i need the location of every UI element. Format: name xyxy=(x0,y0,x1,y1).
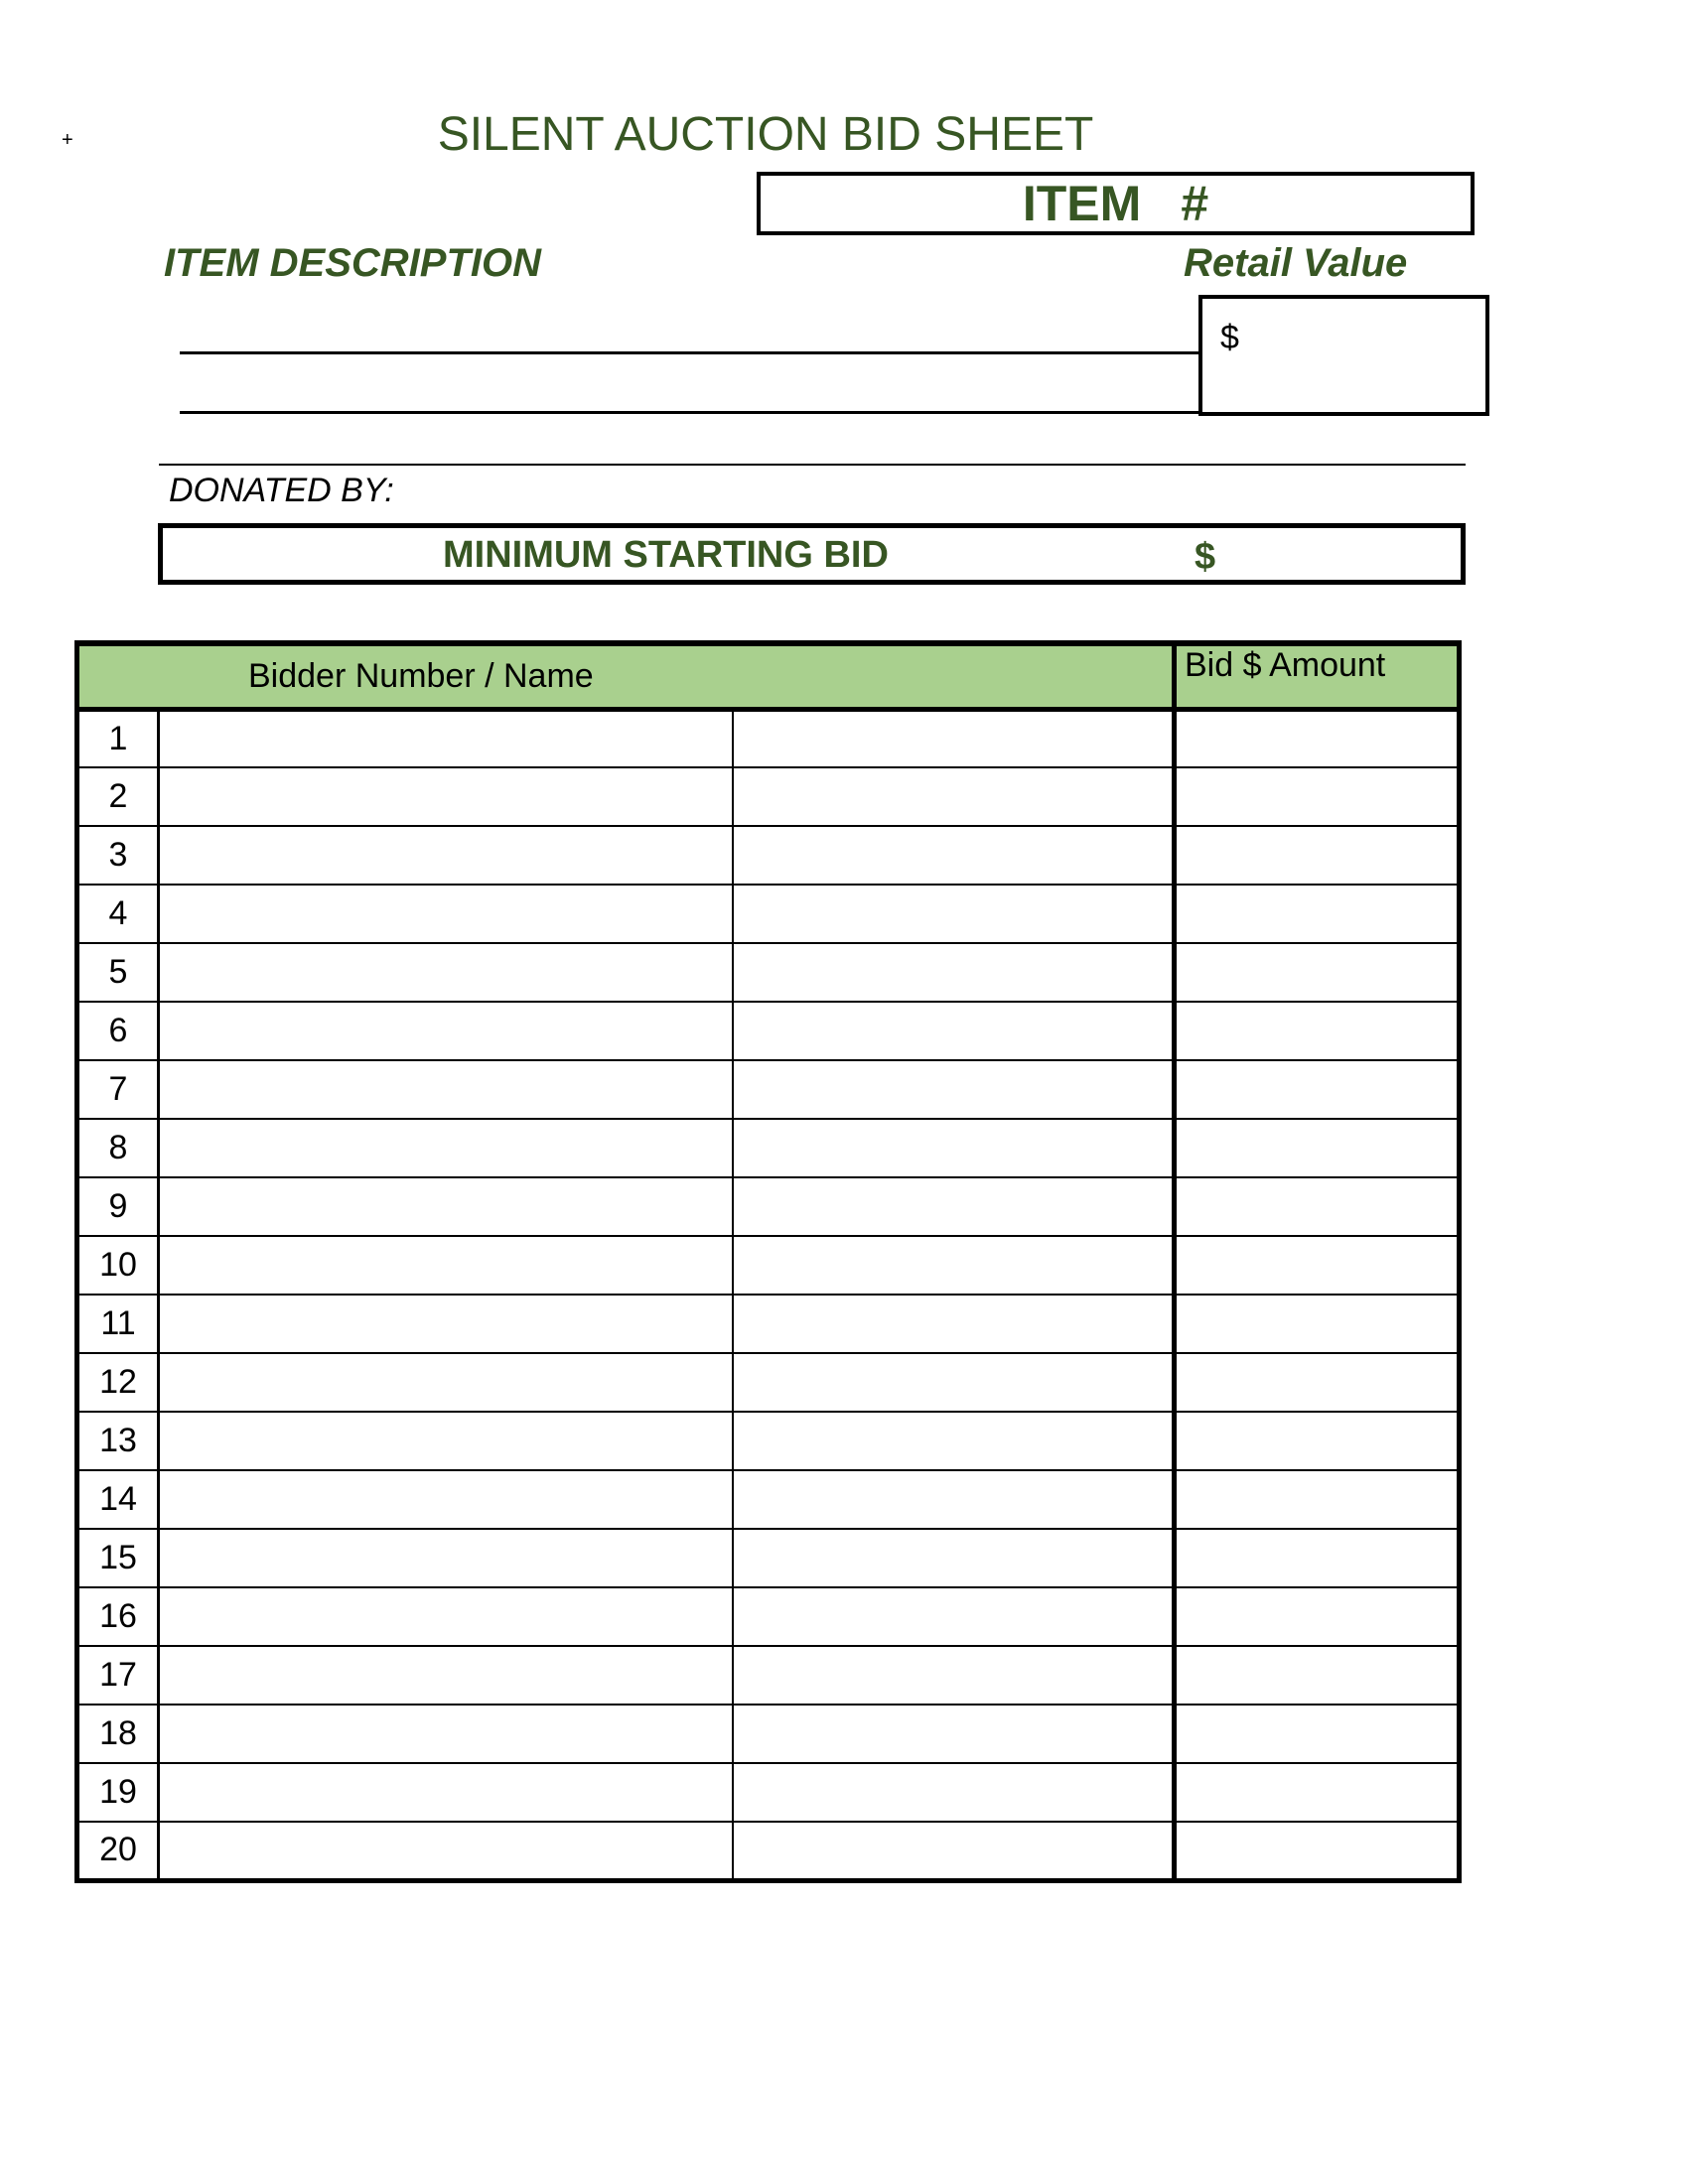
header-bid-amount: Bid $ Amount xyxy=(1175,643,1460,709)
retail-value-label: Retail Value xyxy=(1184,241,1408,285)
item-number-box[interactable] xyxy=(757,172,1475,235)
bid-amount-cell[interactable] xyxy=(1175,1529,1460,1587)
row-number: 7 xyxy=(77,1060,159,1119)
minimum-bid-label: MINIMUM STARTING BID xyxy=(443,534,889,576)
minimum-bid-box[interactable] xyxy=(158,523,1466,585)
table-row xyxy=(77,767,1460,826)
table-row xyxy=(77,1822,1460,1880)
bidder-number-cell[interactable] xyxy=(159,1646,733,1705)
bidder-name-cell[interactable] xyxy=(733,1470,1175,1529)
bid-amount-cell[interactable] xyxy=(1175,1470,1460,1529)
row-number: 17 xyxy=(77,1646,159,1705)
row-number: 11 xyxy=(77,1295,159,1353)
bid-amount-cell[interactable] xyxy=(1175,1119,1460,1177)
row-number: 6 xyxy=(77,1002,159,1060)
bid-amount-cell[interactable] xyxy=(1175,1236,1460,1295)
bidder-number-cell[interactable] xyxy=(159,1236,733,1295)
table-row xyxy=(77,1763,1460,1822)
table-row xyxy=(77,1177,1460,1236)
table-row xyxy=(77,1470,1460,1529)
retail-currency: $ xyxy=(1220,319,1239,356)
bidder-name-cell[interactable] xyxy=(733,1412,1175,1470)
bidder-number-cell[interactable] xyxy=(159,1470,733,1529)
table-row xyxy=(77,1412,1460,1470)
table-row xyxy=(77,826,1460,885)
bidder-name-cell[interactable] xyxy=(733,885,1175,943)
item-hash: # xyxy=(1181,176,1209,231)
bidder-name-cell[interactable] xyxy=(733,1587,1175,1646)
table-row xyxy=(77,1060,1460,1119)
row-number: 10 xyxy=(77,1236,159,1295)
table-row xyxy=(77,1236,1460,1295)
description-line-2[interactable] xyxy=(180,411,1200,414)
donated-by-label: DONATED BY: xyxy=(169,472,394,509)
bid-amount-cell[interactable] xyxy=(1175,1822,1460,1880)
bidder-name-cell[interactable] xyxy=(733,1002,1175,1060)
bidder-number-cell[interactable] xyxy=(159,943,733,1002)
bid-amount-cell[interactable] xyxy=(1175,1002,1460,1060)
row-number: 8 xyxy=(77,1119,159,1177)
plus-icon: + xyxy=(62,129,73,151)
row-number: 19 xyxy=(77,1763,159,1822)
page-title: SILENT AUCTION BID SHEET xyxy=(437,108,1094,161)
table-row xyxy=(77,1705,1460,1763)
table-row xyxy=(77,1002,1460,1060)
bid-amount-cell[interactable] xyxy=(1175,1705,1460,1763)
table-row xyxy=(77,709,1460,767)
header-bidder-name: Bidder Number / Name xyxy=(77,643,1175,709)
bid-amount-cell[interactable] xyxy=(1175,1587,1460,1646)
bid-amount-cell[interactable] xyxy=(1175,826,1460,885)
bidder-name-cell[interactable] xyxy=(733,943,1175,1002)
item-description-label: ITEM DESCRIPTION xyxy=(164,241,542,285)
bidder-number-cell[interactable] xyxy=(159,767,733,826)
bid-amount-cell[interactable] xyxy=(1175,767,1460,826)
bidder-name-cell[interactable] xyxy=(733,1119,1175,1177)
bidder-name-cell[interactable] xyxy=(733,1295,1175,1353)
bidder-number-cell[interactable] xyxy=(159,1412,733,1470)
bidder-name-cell[interactable] xyxy=(733,1822,1175,1880)
bidder-name-cell[interactable] xyxy=(733,709,1175,767)
item-label: ITEM xyxy=(1022,176,1142,231)
row-number: 12 xyxy=(77,1353,159,1412)
row-number: 4 xyxy=(77,885,159,943)
row-number: 20 xyxy=(77,1822,159,1880)
row-number: 18 xyxy=(77,1705,159,1763)
bidder-number-cell[interactable] xyxy=(159,885,733,943)
bidder-number-cell[interactable] xyxy=(159,1177,733,1236)
bidder-number-cell[interactable] xyxy=(159,1119,733,1177)
row-number: 13 xyxy=(77,1412,159,1470)
bidder-name-cell[interactable] xyxy=(733,826,1175,885)
bid-amount-cell[interactable] xyxy=(1175,1060,1460,1119)
bidder-number-cell[interactable] xyxy=(159,1705,733,1763)
bidder-name-cell[interactable] xyxy=(733,767,1175,826)
bid-amount-cell[interactable] xyxy=(1175,943,1460,1002)
bid-amount-cell[interactable] xyxy=(1175,1295,1460,1353)
table-row xyxy=(77,1646,1460,1705)
bid-amount-cell[interactable] xyxy=(1175,1353,1460,1412)
bid-table xyxy=(74,640,1462,1883)
bidder-name-cell[interactable] xyxy=(733,1529,1175,1587)
row-number: 9 xyxy=(77,1177,159,1236)
bidder-name-cell[interactable] xyxy=(733,1646,1175,1705)
bidder-number-cell[interactable] xyxy=(159,1763,733,1822)
bidder-number-cell[interactable] xyxy=(159,1002,733,1060)
bid-amount-cell[interactable] xyxy=(1175,1763,1460,1822)
table-row xyxy=(77,943,1460,1002)
row-number: 2 xyxy=(77,767,159,826)
row-number: 15 xyxy=(77,1529,159,1587)
table-row xyxy=(77,885,1460,943)
bidder-number-cell[interactable] xyxy=(159,1353,733,1412)
bid-amount-cell[interactable] xyxy=(1175,1177,1460,1236)
bidder-name-cell[interactable] xyxy=(733,1060,1175,1119)
bidder-name-cell[interactable] xyxy=(733,1763,1175,1822)
bidder-name-cell[interactable] xyxy=(733,1177,1175,1236)
donated-by-line[interactable] xyxy=(159,464,1466,466)
table-row xyxy=(77,1529,1460,1587)
bidder-name-cell[interactable] xyxy=(733,1353,1175,1412)
retail-value-field[interactable] xyxy=(1198,295,1489,416)
row-number: 16 xyxy=(77,1587,159,1646)
bidder-number-cell[interactable] xyxy=(159,1529,733,1587)
bid-amount-cell[interactable] xyxy=(1175,1646,1460,1705)
bidder-number-cell[interactable] xyxy=(159,1822,733,1880)
table-row xyxy=(77,1295,1460,1353)
bidder-number-cell[interactable] xyxy=(159,1060,733,1119)
row-number: 5 xyxy=(77,943,159,1002)
table-header-row xyxy=(77,643,1460,709)
bidder-number-cell[interactable] xyxy=(159,826,733,885)
bidder-number-cell[interactable] xyxy=(159,1587,733,1646)
bidder-number-cell[interactable] xyxy=(159,1295,733,1353)
table-row xyxy=(77,1353,1460,1412)
bidder-number-cell[interactable] xyxy=(159,709,733,767)
bidder-name-cell[interactable] xyxy=(733,1705,1175,1763)
bid-amount-cell[interactable] xyxy=(1175,1412,1460,1470)
row-number: 14 xyxy=(77,1470,159,1529)
table-row xyxy=(77,1119,1460,1177)
table-row xyxy=(77,1587,1460,1646)
row-number: 1 xyxy=(77,709,159,767)
bid-amount-cell[interactable] xyxy=(1175,709,1460,767)
bid-amount-cell[interactable] xyxy=(1175,885,1460,943)
minimum-bid-currency: $ xyxy=(1195,536,1216,578)
description-line-1[interactable] xyxy=(180,351,1200,354)
row-number: 3 xyxy=(77,826,159,885)
bidder-name-cell[interactable] xyxy=(733,1236,1175,1295)
